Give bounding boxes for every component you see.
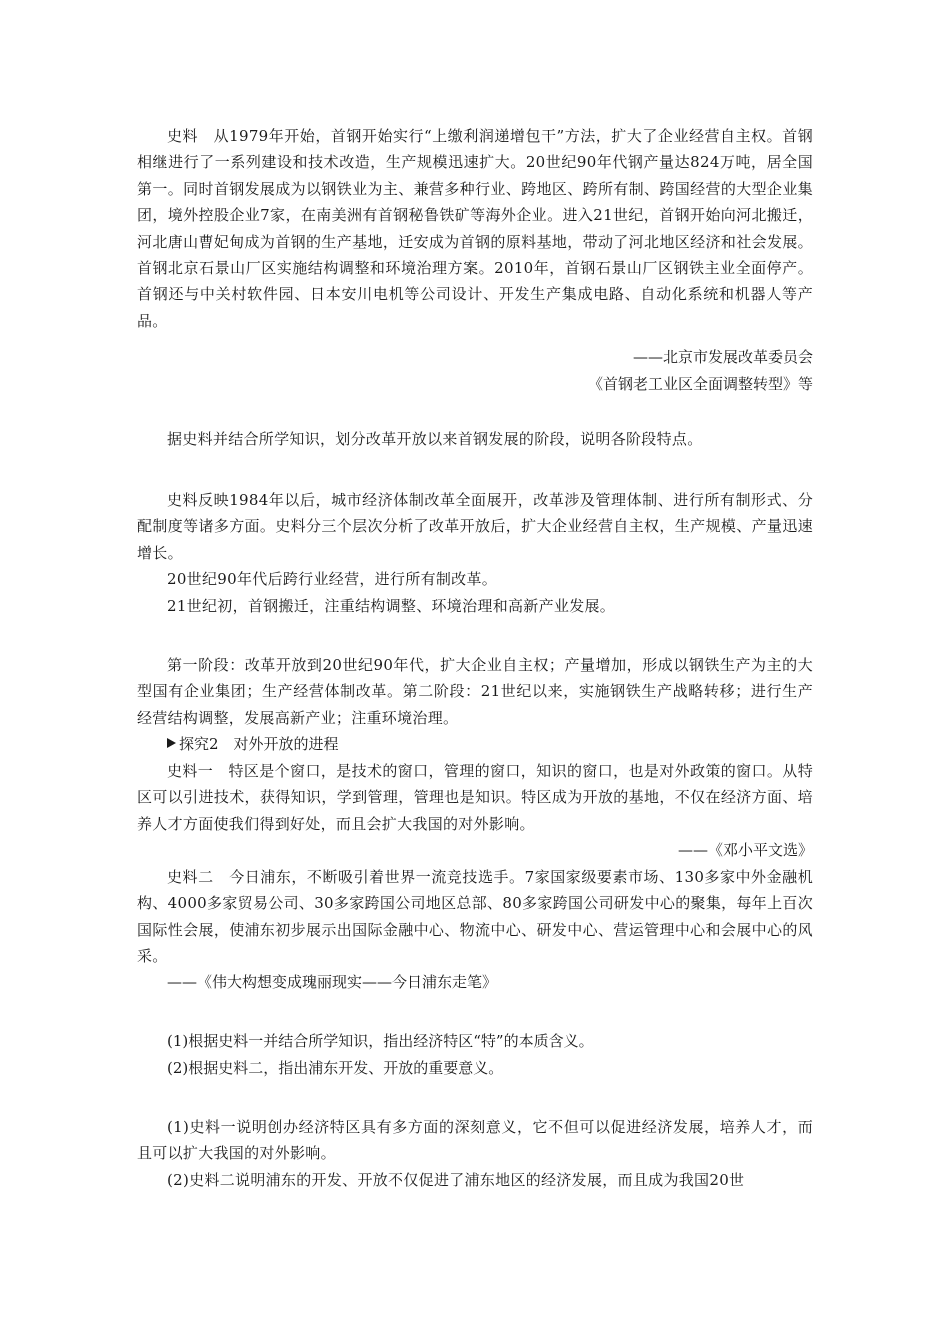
question-pudong: (2)根据史料二，指出浦东开发、开放的重要意义。	[167, 1059, 504, 1077]
section-heading-text: 探究2 对外开放的进程	[179, 735, 339, 753]
source-passage-deng: 史料一 特区是个窗口，是技术的窗口，管理的窗口，知识的窗口，也是对外政策的窗口。从特区可以引进技术，获得知识，学到管理，管理也是知识。特区成为开放的基地，不仅在经济方面、培养人才方面使我们得到好处，而且会扩大我国的对外影响。	[137, 762, 813, 833]
answer-stages: 第一阶段：改革开放到20世纪90年代，扩大企业自主权；产量增加，形成以钢铁生产为主的大型国有企业集团；生产经营体制改革。第二阶段：21世纪以来，实施钢铁生产战略转移；进行生产经营结构调整，发展高新产业；注重环境治理。	[137, 656, 813, 727]
source-citation-deng: ——《邓小平文选》	[677, 841, 813, 859]
answer-special-zone: (1)史料一说明创办经济特区具有多方面的深刻意义，它不但可以促进经济发展，培养人才，而且可以扩大我国的对外影响。	[137, 1118, 813, 1163]
analysis-paragraph-3: 21世纪初，首钢搬迁，注重结构调整、环境治理和高新产业发展。	[167, 597, 616, 615]
source-passage-shougang: 史料 从1979年开始，首钢开始实行“上缴利润递增包干”方法，扩大了企业经营自主权。首钢相继进行了一系列建设和技术改造，生产规模迅速扩大。20世纪90年代钢产量达824万吨，居全国第一。同时首钢发展成为以钢铁业为主、兼营多种行业、跨地区、跨所有制、跨国经营的大型企业集团，境外控股企业7家，在南美洲有首钢秘鲁铁矿等海外企业。进入21世纪，首钢开始向河北搬迁，河北唐山曹妃甸成为首钢的生产基地，迁安成为首钢的原料基地，带动了河北地区经济和社会发展。首钢北京石景山厂区实施结构调整和环境治理方案。2010年，首钢石景山厂区钢铁主业全面停产。首钢还与中关村软件园、日本安川电机等公司设计、开发生产集成电路、自动化系统和机器人等产品。	[137, 127, 813, 330]
answer-pudong: (2)史料二说明浦东的开发、开放不仅促进了浦东地区的经济发展，而且成为我国20世	[167, 1171, 745, 1189]
source-citation-pudong: ——《伟大构想变成瑰丽现实——今日浦东走笔》	[167, 973, 498, 991]
source-passage-pudong: 史料二 今日浦东，不断吸引着世界一流竞技选手。7家国家级要素市场、130多家中外金融机构、4000多家贸易公司、30多家跨国公司地区总部、80多家跨国公司研发中心的聚集，每年上百次国际性会展，使浦东初步展示出国际金融中心、物流中心、研发中心、营运管理中心和会展中心的风采。	[137, 868, 813, 966]
triangle-marker-icon	[167, 738, 176, 748]
analysis-paragraph-1: 史料反映1984年以后，城市经济体制改革全面展开，改革涉及管理体制、进行所有制形式、分配制度等诸多方面。史料分三个层次分析了改革开放后，扩大企业经营自主权，生产规模、产量迅速增长。	[137, 491, 813, 562]
source-citation-line2: 《首钢老工业区全面调整转型》等	[587, 375, 813, 393]
analysis-paragraph-2: 20世纪90年代后跨行业经营，进行所有制改革。	[167, 570, 498, 588]
source-citation-line1: ——北京市发展改革委员会	[632, 348, 813, 366]
question-special-zone: (1)根据史料一并结合所学知识，指出经济特区“特”的本质含义。	[167, 1032, 594, 1050]
question-stages: 据史料并结合所学知识，划分改革开放以来首钢发展的阶段，说明各阶段特点。	[167, 430, 703, 448]
section-heading-explore2	[167, 731, 339, 757]
